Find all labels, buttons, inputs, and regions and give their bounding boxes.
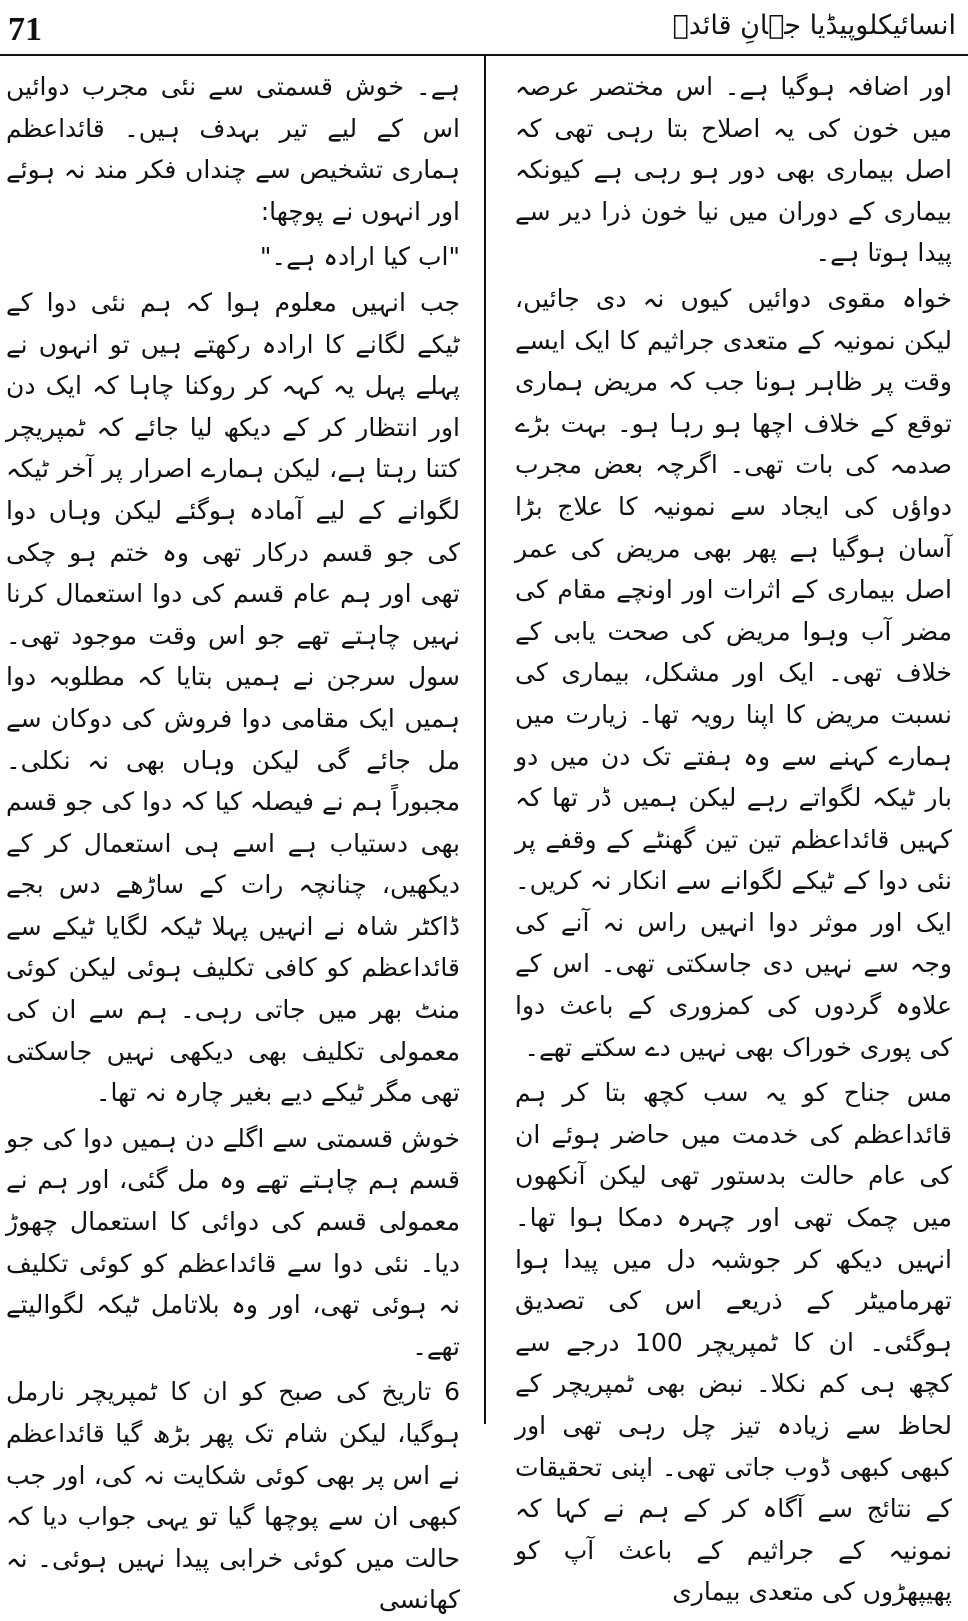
book-title: انسائیکلوپیڈیا جہانِ قائدؒ	[672, 10, 956, 41]
paragraph: خواہ مقوی دوائیں کیوں نہ دی جائیں، لیکن نمونیہ کے متعدی جراثیم کا ایک ایسے وقت پر ظاہر ہونا جب کہ مریض ہماری توقع کے خلاف اچھا ہو رہا ہو۔ بہت بڑے صدمہ کی بات تھی۔ اگرچہ بعض مجرب دواؤں کی ایجاد سے نمونیہ کا علاج بڑا آسان ہوگیا ہے پھر بھی مریض کی عمر اصل بیماری کے اثرات اور اونچے مقام کی مضر آب وہوا مریض کی صحت یابی کے خلاف تھی۔ ایک اور مشکل، بیماری کی نسبت مریض کا اپنا رویہ تھا۔ زیارت میں ہمارے کہنے سے وہ ہفتے تک دن میں دو بار ٹیکہ لگواتے رہے لیکن ہمیں ڈر تھا کہ کہیں قائداعظم تین تین گھنٹے کے وقفے پر نئی دوا کے ٹیکے لگوانے سے انکار نہ کریں۔ ایک اور موثر دوا انہیں راس نہ آنے کی وجہ سے نہیں دی جاسکتی تھی۔ اس کے علاوہ گردوں کی کمزوری کے باعث دوا کی پوری خوراک بھی نہیں دے سکتے تھے۔	[515, 283, 952, 1062]
quoted-question: "اب کیا ارادہ ہے۔"	[259, 242, 460, 272]
paragraph: جب انہیں معلوم ہوا کہ ہم نئی دوا کے ٹیکے لگانے کا ارادہ رکھتے ہیں تو انہوں نے پہلے پہل یہ کہہ کر روکنا چاہا کہ ایک دن اور انتظار کر کے دیکھ لیا جائے کہ ٹمپریچر کتنا رہتا ہے، لیکن ہمارے اصرار پر آخر ٹیکہ لگوانے کے لیے آمادہ ہوگئے لیکن وہاں دوا کی جو قسم درکار تھی وہ ختم ہو چکی تھی اور ہم عام قسم کی دوا استعمال کرنا نہیں چاہتے تھے جو اس وقت موجود تھی۔ سول سرجن نے ہمیں بتایا کہ مطلوبہ دوا ہمیں ایک مقامی دوا فروش کی دوکان سے مل جائے گی لیکن وہاں بھی نہ نکلی۔ مجبوراً ہم نے فیصلہ کیا کہ دوا کی جو قسم بھی دستیاب ہے اسے ہی استعمال کر کے دیکھیں، چنانچہ رات کے ساڑھے دس بجے ڈاکٹر شاہ نے انہیں پہلا ٹیکہ لگایا ٹیکے سے قائداعظم کو کافی تکلیف ہوئی لیکن کوئی منٹ بھر میں جاتی رہی۔ ہم سے ان کی معمولی تکلیف بھی دیکھی نہیں جاسکتی تھی مگر ٹیکے دیے بغیر چارہ نہ تھا۔	[6, 287, 460, 1108]
right-column	[515, 66, 952, 1607]
paragraph: اور اضافہ ہوگیا ہے۔ اس مختصر عرصہ میں خون کی یہ اصلاح بتا رہی تھی کہ اصل بیماری بھی دور ہو رہی ہے کیونکہ بیماری کے دوران میں نیا خون ذرا دیر سے پیدا ہوتا ہے۔	[515, 72, 952, 268]
left-column	[6, 66, 460, 1615]
page-number: 71	[8, 11, 42, 48]
paragraph: خوش قسمتی سے اگلے دن ہمیں دوا کی جو قسم ہم چاہتے تھے وہ مل گئی، اور ہم نے معمولی قسم کی دوائی کا استعمال چھوڑ دیا۔ نئی دوا سے قائداعظم کو کوئی تکلیف نہ ہوئی تھی، اور وہ بلاتامل ٹیکہ لگوالیتے تھے۔	[6, 1123, 460, 1361]
page-header	[0, 0, 968, 58]
paragraph: مس جناح کو یہ سب کچھ بتا کر ہم قائداعظم کی خدمت میں حاضر ہوئے ان کی عام حالت بدستور تھی لیکن آنکھوں میں چمک تھی اور چہرہ دمکا ہوا تھا۔ انہیں دیکھ کر جوشبہ دل میں پیدا ہوا تھرمامیٹر کے ذریعے اس کی تصدیق ہوگئی۔ ان کا ٹمپریچر 100 درجے سے کچھ ہی کم نکلا۔ نبض بھی ٹمپریچر کے لحاظ سے زیادہ تیز چل رہی تھی اور کبھی کبھی ڈوب جاتی تھی۔ اپنی تحقیقات کے نتائج سے آگاہ کر کے ہم نے کہا کہ نمونیہ کے جراثیم کے باعث آپ کو پھیپھڑوں کی متعدی بیماری	[515, 1078, 952, 1607]
column-divider	[484, 56, 486, 1424]
paragraph: 6 تاریخ کی صبح کو ان کا ٹمپریچر نارمل ہوگیا، لیکن شام تک پھر بڑھ گیا قائداعظم نے اس پر بھی کوئی شکایت نہ کی، اور جب کبھی ان سے پوچھا گیا تو یہی جواب دیا کہ حالت میں کوئی خرابی پیدا نہیں ہوئی۔ نہ کھانسی	[6, 1377, 460, 1615]
paragraph: ہے۔ خوش قسمتی سے نئی مجرب دوائیں اس کے لیے تیر بہدف ہیں۔ قائداعظم ہماری تشخیص سے چنداں فکر مند نہ ہوئے اور انہوں نے پوچھا:	[6, 72, 460, 226]
